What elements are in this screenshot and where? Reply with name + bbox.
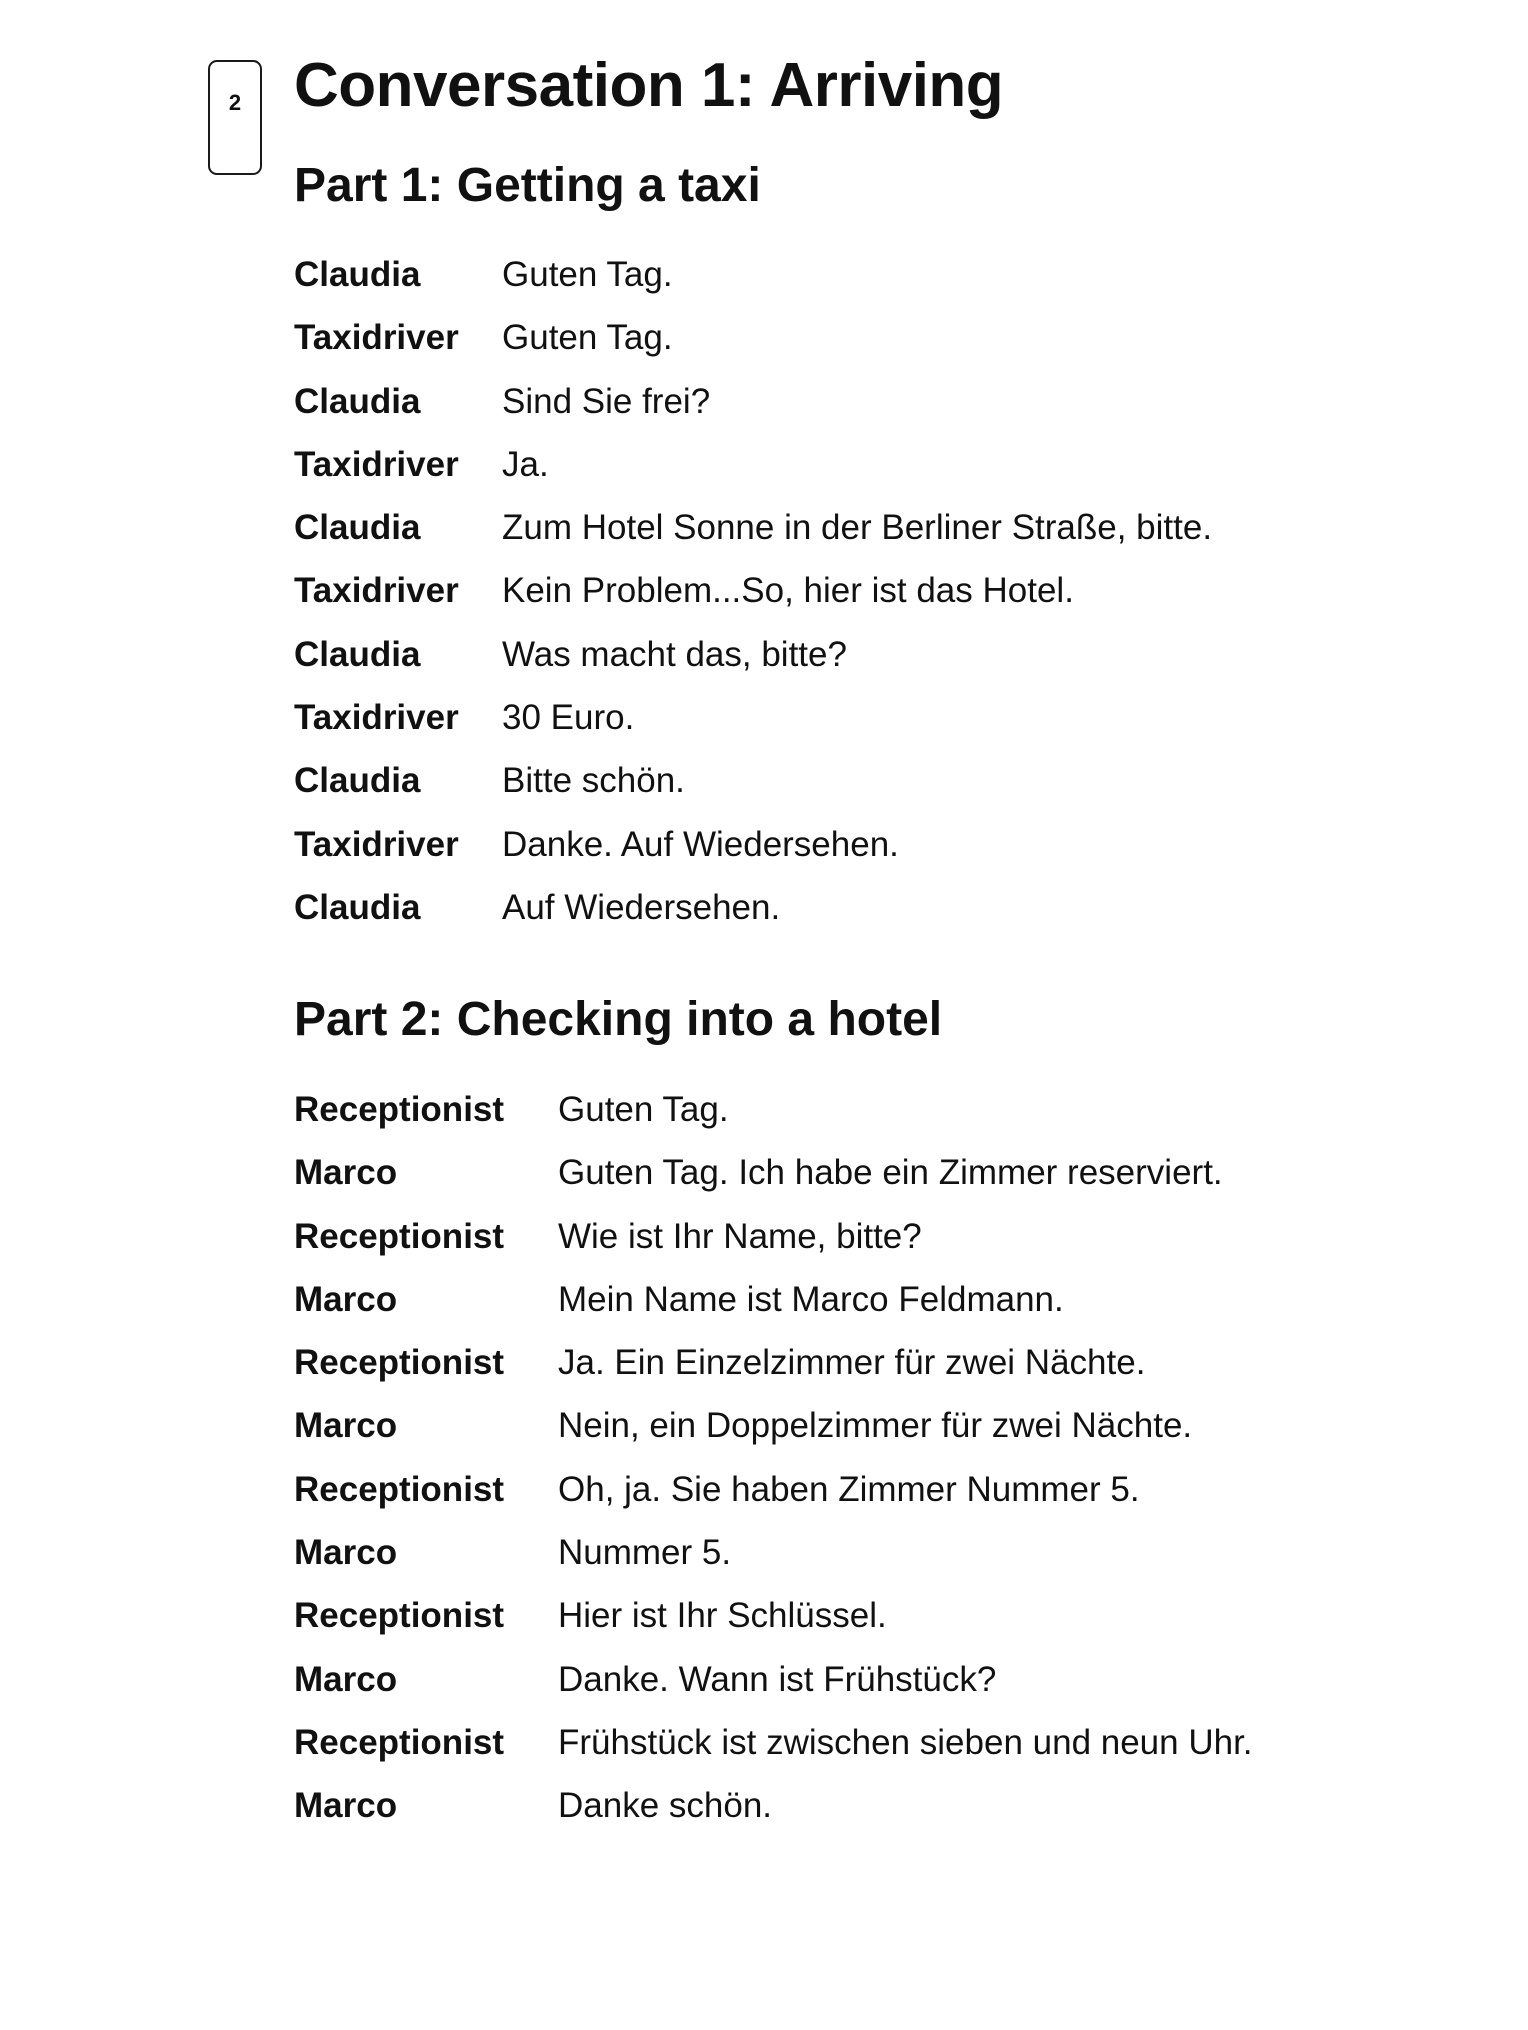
- utterance-text: Hier ist Ihr Schlüssel.: [558, 1596, 887, 1636]
- speaker-name: Claudia: [294, 761, 421, 801]
- speaker-name: Claudia: [294, 634, 421, 674]
- utterance-text: Guten Tag.: [502, 255, 673, 294]
- utterance-text: Zum Hotel Sonne in der Berliner Straße, bitte.: [502, 508, 1213, 548]
- speaker-name: Receptionist: [294, 1722, 505, 1762]
- utterance-text: Sind Sie frei?: [502, 381, 711, 421]
- utterance-text: Danke schön.: [558, 1786, 773, 1826]
- speaker-name: Marco: [294, 1659, 398, 1699]
- speaker-name: Marco: [294, 1786, 398, 1826]
- speaker-name: Taxidriver: [294, 824, 459, 864]
- utterance-text: Danke. Wann ist Frühstück?: [558, 1659, 997, 1699]
- conversation-title: Conversation 1: Arriving: [294, 51, 1004, 120]
- speaker-name: Receptionist: [294, 1216, 505, 1256]
- utterance-text: Ja.: [502, 444, 549, 484]
- audio-track-badge: [208, 60, 262, 175]
- utterance-text: Guten Tag.: [558, 1090, 729, 1129]
- utterance-text: Frühstück ist zwischen sieben und neun Uhr.: [558, 1722, 1253, 1762]
- speaker-name: Marco: [294, 1406, 398, 1446]
- utterance-text: Kein Problem...So, hier ist das Hotel.: [502, 571, 1074, 611]
- part-1-heading: Part 1: Getting a taxi: [294, 159, 761, 212]
- speaker-name: Claudia: [294, 255, 421, 294]
- speaker-name: Marco: [294, 1279, 398, 1319]
- utterance-text: Guten Tag.: [502, 318, 673, 358]
- speaker-name: Claudia: [294, 381, 421, 421]
- speaker-name: Receptionist: [294, 1469, 505, 1509]
- utterance-text: Bitte schön.: [502, 761, 685, 801]
- speaker-name: Claudia: [294, 887, 421, 927]
- utterance-text: Ja. Ein Einzelzimmer für zwei Nächte.: [558, 1343, 1146, 1383]
- utterance-text: Was macht das, bitte?: [502, 634, 847, 674]
- speaker-name: Taxidriver: [294, 444, 459, 484]
- utterance-text: Danke. Auf Wiedersehen.: [502, 824, 899, 864]
- track-number: 2: [228, 90, 242, 115]
- part-2-heading: Part 2: Checking into a hotel: [294, 993, 943, 1046]
- utterance-text: Oh, ja. Sie haben Zimmer Nummer 5.: [558, 1469, 1140, 1509]
- utterance-text: Nein, ein Doppelzimmer für zwei Nächte.: [558, 1406, 1193, 1446]
- utterance-text: Guten Tag. Ich habe ein Zimmer reserviert.: [558, 1153, 1223, 1193]
- utterance-text: Mein Name ist Marco Feldmann.: [558, 1279, 1064, 1319]
- speaker-name: Receptionist: [294, 1596, 505, 1636]
- speaker-name: Taxidriver: [294, 318, 459, 358]
- utterance-text: Auf Wiedersehen.: [502, 887, 781, 927]
- speaker-name: Receptionist: [294, 1090, 505, 1129]
- speaker-name: Taxidriver: [294, 698, 459, 738]
- speaker-name: Marco: [294, 1533, 398, 1573]
- speaker-name: Claudia: [294, 508, 421, 548]
- speaker-name: Marco: [294, 1153, 398, 1193]
- speaker-name: Taxidriver: [294, 571, 459, 611]
- utterance-text: Nummer 5.: [558, 1533, 732, 1573]
- utterance-text: Wie ist Ihr Name, bitte?: [558, 1216, 922, 1256]
- utterance-text: 30 Euro.: [502, 698, 635, 738]
- speaker-name: Receptionist: [294, 1343, 505, 1383]
